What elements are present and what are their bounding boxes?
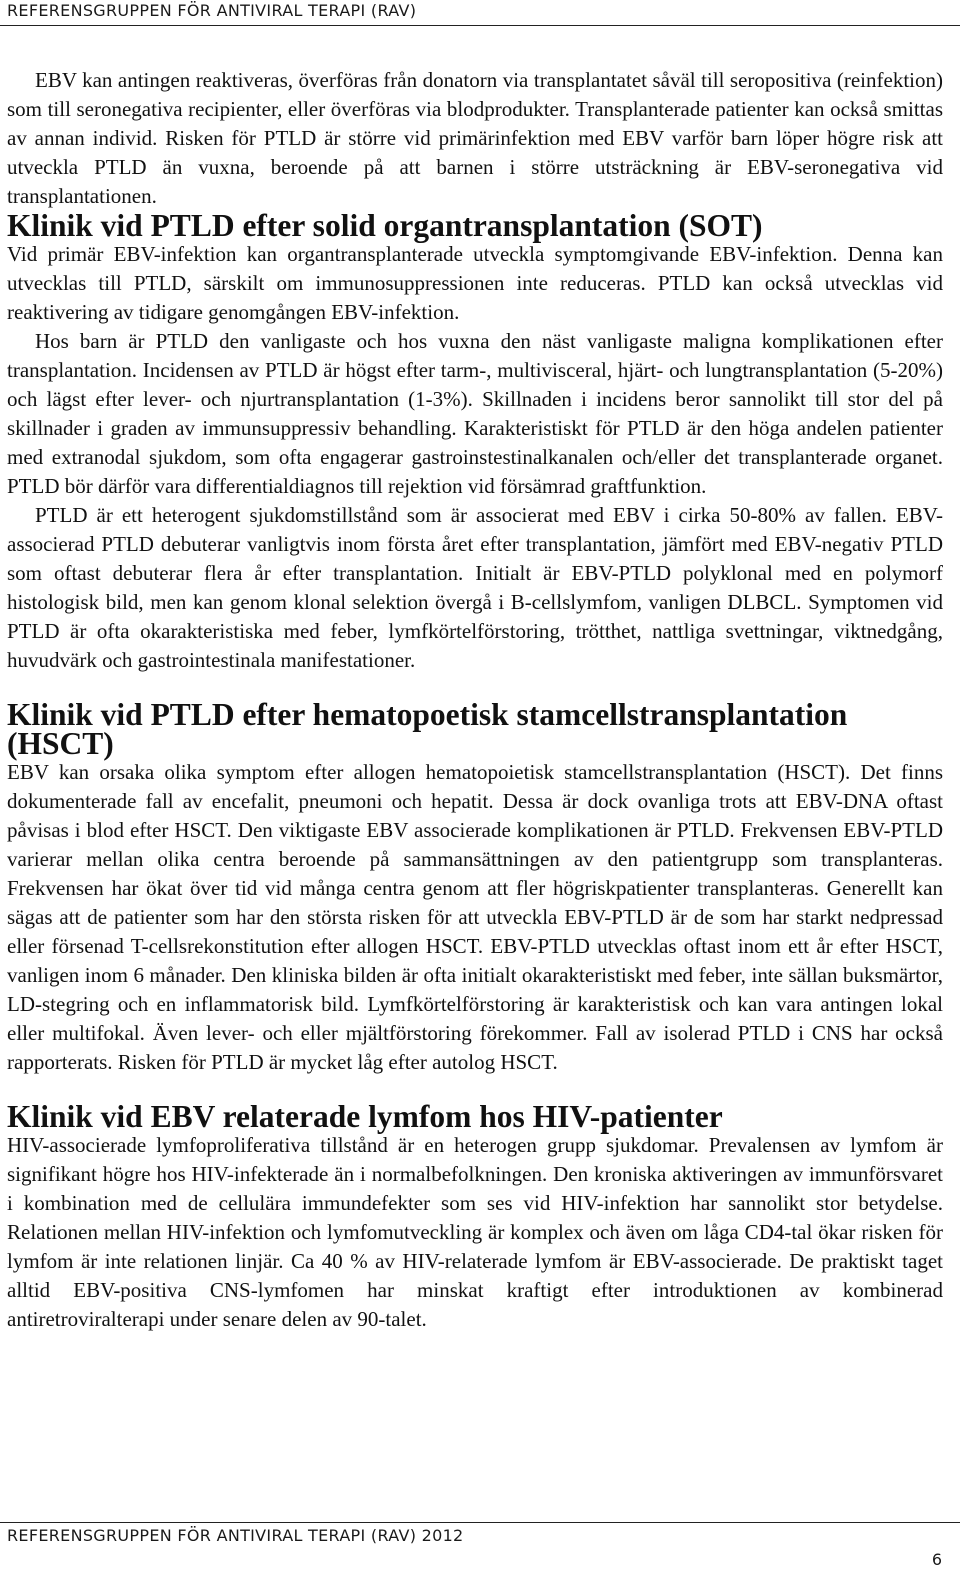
page-footer: [0, 1522, 960, 1582]
heading-ptld-sot: Klinik vid PTLD efter solid organtransplantation (SOT): [7, 208, 763, 243]
paragraph-hsct: EBV kan orsaka olika symptom efter allogen hematopoietisk stamcellstransplantation (HSCT). Det finns dokumenterade fall av encefalit, pneumoni och hepatit. Dessa är dock ovanliga trots att EBV-DNA oftast påvisas i blod efter HSCT. Den viktigaste EBV associerade komplikationen är PTLD. Frekvensen EBV-PTLD varierar mellan olika centra beroende på sammansättningen av den patientgrupp som transplanteras. Frekvensen har ökat över tid vid många centra genom att fler högriskpatienter transplanteras. Generellt kan sägas att de patienter som har den största risken för att utveckla EBV-PTLD är de som har starkt nedpressad eller försenad T-cellsrekonstitution efter allogen HSCT. EBV-PTLD utvecklas oftast inom ett år efter HSCT, vanligen inom 6 månader. Den kliniska bilden är ofta initialt okarakteristiskt med feber, inte sällan buksmärtor, LD-stegring och en inflammatorisk bild. Lymfkörtelförstoring är karakteristisk och kan vara antingen lokal eller multifokal. Även lever- och eller mjältförstoring förekommer. Fall av isolerad PTLD i CNS har också rapporterats. Risken för PTLD är mycket låg efter autolog HSCT.: [7, 760, 943, 1074]
document-body: [7, 66, 943, 1334]
paragraph-heterogeneous: PTLD är ett heterogent sjukdomstillstånd som är associerat med EBV i cirka 50-80% av fallen. EBV-associerad PTLD debuterar vanligtvis inom första året efter transplantation, jämfört med EBV-negativ PTLD som oftast debuterar flera år efter transplantation. Initialt är EBV-PTLD polyklonal med en polymorf histologisk bild, men kan genom klonal selektion övergå i B-cellslymfom, vanligen DLBCL. Symptomen vid PTLD är ofta okarakteristiska med feber, lymfkörtelförstoring, trötthet, nattliga svettningar, viktnedgång, huvudvärk och gastrointestinala manifestationer.: [7, 503, 943, 672]
heading-hiv-lymphoma: Klinik vid EBV relaterade lymfom hos HIV-patienter: [7, 1099, 723, 1134]
paragraph-primary-infection: Vid primär EBV-infektion kan organtransplanterade utveckla symptomgivande EBV-infektion. Denna kan utvecklas till PTLD, särskilt om immunosuppressionen inte reduceras. PTLD kan också utvecklas vid reaktivering av tidigare genomgången EBV-infektion.: [7, 242, 943, 324]
header-title: REFERENSGRUPPEN FÖR ANTIVIRAL TERAPI (RAV): [7, 1, 417, 20]
footer-divider: [0, 1522, 960, 1523]
paragraph-incidence: Hos barn är PTLD den vanligaste och hos vuxna den näst vanligaste maligna komplikationen efter transplantation. Incidensen av PTLD är högst efter tarm-, multivisceral, hjärt- och lungtransplantation (5-20%) och lägst efter lever- och njurtransplantation (1-3%). Skillnaden i incidens beror sannolikt till stor del på skillnader i graden av immunsuppressiv behandling. Karakteristiskt för PTLD är den höga andelen patienter med extranodal sjukdom, som ofta engagerar gastroinstestinalkanalen och/eller det transplanterade organet. PTLD bör därför vara differentialdiagnos till rejektion vid försämrad graftfunktion.: [7, 329, 943, 498]
footer-text: REFERENSGRUPPEN FÖR ANTIVIRAL TERAPI (RAV) 2012: [7, 1526, 464, 1545]
page-number: 6: [931, 1550, 942, 1569]
page-header: [0, 0, 960, 26]
heading-ptld-hsct: Klinik vid PTLD efter hematopoetisk stamcellstransplantation (HSCT): [7, 697, 848, 761]
paragraph-hiv: HIV-associerade lymfoproliferativa tillstånd är en heterogen grupp sjukdomar. Prevalensen av lymfom är signifikant högre hos HIV-infekterade än i normalbefolkningen. Den kroniska aktiveringen av immunförsvaret i kombination med de cellulära immundefekter som ses vid HIV-infektion har sannolikt stor betydelse. Relationen mellan HIV-infektion och lymfomutveckling är komplex och även om låga CD4-tal ökar risken för lymfom är inte relationen linjär. Ca 40 % av HIV-relaterade lymfom är EBV-associerade. De praktiskt taget alltid EBV-positiva CNS-lymfomen har minskat kraftigt efter introduktionen av kombinerad antiretroviralterapi under senare delen av 90-talet.: [7, 1133, 943, 1331]
paragraph-ebv-transmission: EBV kan antingen reaktiveras, överföras från donatorn via transplantatet såväl till seropositiva (reinfektion) som till seronegativa recipienter, eller överföras via blodprodukter. Transplanterade patienter kan också smittas av annan individ. Risken för PTLD är större vid primärinfektion med EBV varför barn löper högre risk att utveckla PTLD än vuxna, beroende på att barnen i större utsträckning är EBV-seronegativa vid transplantationen.: [7, 68, 943, 208]
